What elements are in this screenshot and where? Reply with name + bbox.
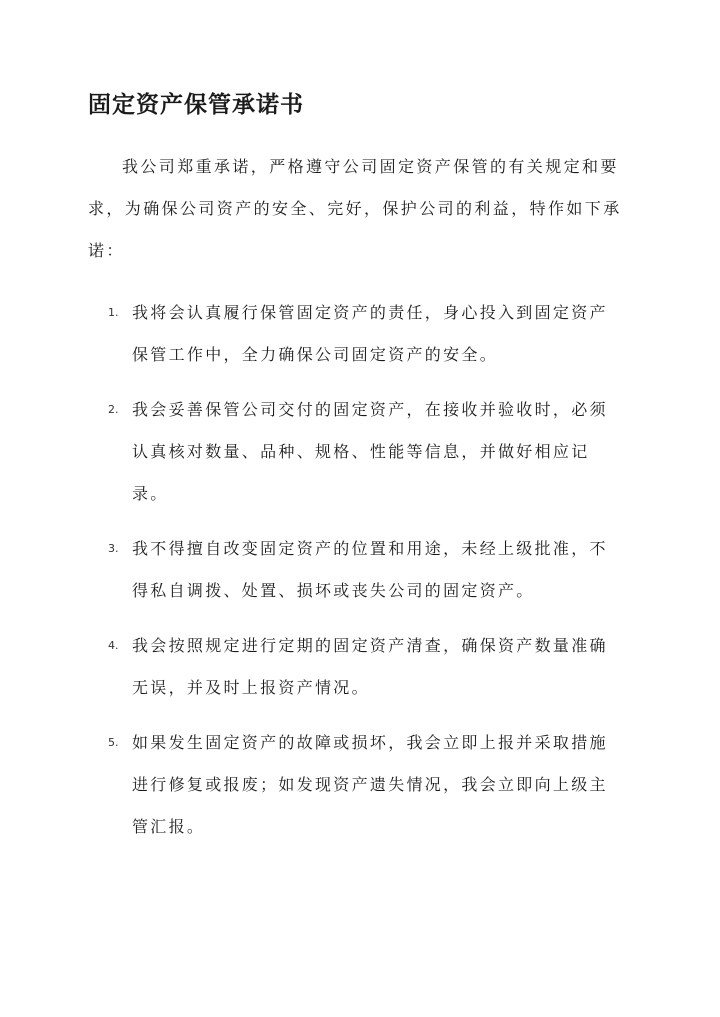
list-item-number: 3. <box>108 542 119 555</box>
list-item-text: 我会按照规定进行定期的固定资产清查，确保资产数量准确无误，并及时上报资产情况。 <box>132 636 608 697</box>
list-item <box>0 722 720 848</box>
list-item-text: 我不得擅自改变固定资产的位置和用途，未经上级批准，不得私自调拨、处置、损坏或丧失公司的固定资产。 <box>132 539 608 600</box>
list-item-number: 5. <box>108 736 119 749</box>
list-item <box>0 625 720 709</box>
list-item <box>0 528 720 612</box>
list-item-text: 如果发生固定资产的故障或损坏，我会立即上报并采取措施进行修复或报废；如发现资产遗失情况，我会立即向上级主管汇报。 <box>132 733 608 836</box>
list-item-number: 1. <box>108 306 119 319</box>
intro-paragraph: 我公司郑重承诺，严格遵守公司固定资产保管的有关规定和要求，为确保公司资产的安全、完好，保护公司的利益，特作如下承诺： <box>88 157 622 260</box>
commitment-list <box>0 292 720 861</box>
list-item-number: 4. <box>108 639 119 652</box>
list-item <box>0 292 720 376</box>
list-item-text: 我会妥善保管公司交付的固定资产，在接收并验收时，必须认真核对数量、品种、规格、性能等信息，并做好相应记录。 <box>132 400 608 503</box>
list-item <box>0 389 720 515</box>
list-item-text: 我将会认真履行保管固定资产的责任，身心投入到固定资产保管工作中，全力确保公司固定资产的安全。 <box>132 303 608 364</box>
list-item-number: 2. <box>108 403 119 416</box>
document-title: 固定资产保管承诺书 <box>88 91 304 118</box>
